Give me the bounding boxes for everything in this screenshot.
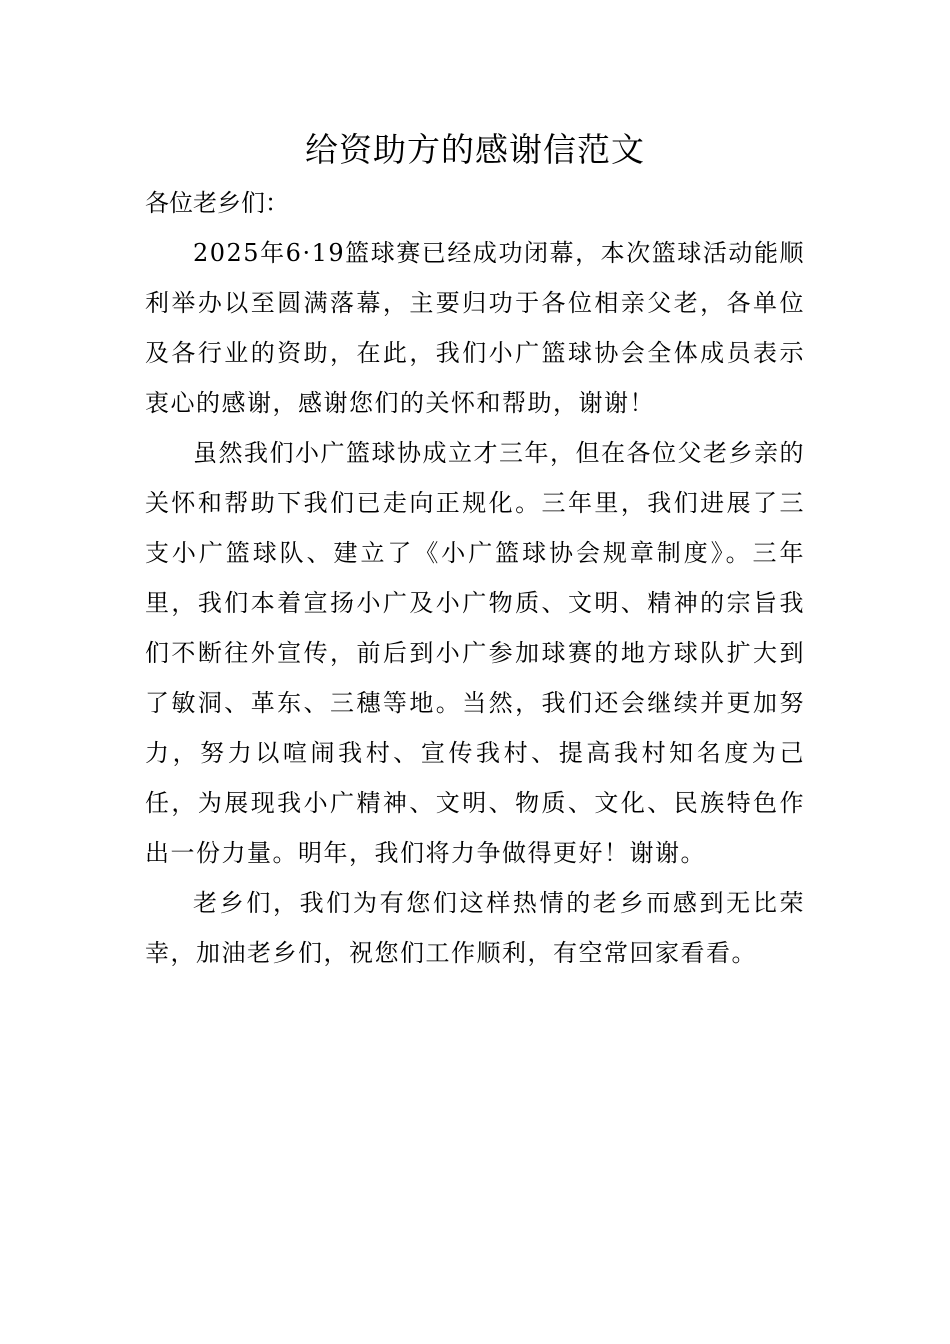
paragraph-1: 2025年6·19篮球赛已经成功闭幕，本次篮球活动能顺利举办以至圆满落幕，主要归功于各位相亲父老，各单位及各行业的资助，在此，我们小广篮球协会全体成员表示衷心的感谢，感谢您们的关怀和帮助，谢谢！ (145, 239, 805, 417)
salutation: 各位老乡们： (145, 189, 289, 217)
document-title: 给资助方的感谢信范文 (305, 130, 645, 169)
letter-body (145, 178, 805, 978)
paragraph-2: 虽然我们小广篮球协成立才三年，但在各位父老乡亲的关怀和帮助下我们已走向正规化。三年里，我们进展了三支小广篮球队、建立了《小广篮球协会规章制度》。三年里，我们本着宣扬小广及小广物质、文明、精神的宗旨我们不断往外宣传，前后到小广参加球赛的地方球队扩大到了敏洞、革东、三穗等地。当然，我们还会继续并更加努力，努力以喧闹我村、宣传我村、提高我村知名度为己任，为展现我小广精神、文明、物质、文化、民族特色作出一份力量。明年，我们将力争做得更好！谢谢。 (145, 439, 805, 867)
paragraph-3: 老乡们，我们为有您们这样热情的老乡而感到无比荣幸，加油老乡们，祝您们工作顺利，有空常回家看看。 (145, 889, 805, 967)
